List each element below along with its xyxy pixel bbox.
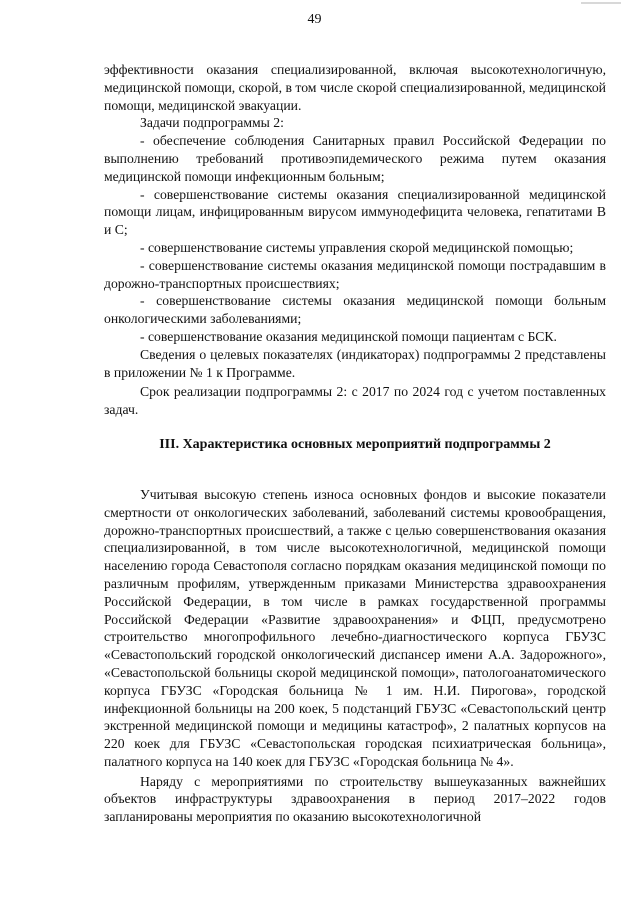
body-paragraph: Наряду с мероприятиями по строительству вышеуказанных важнейших объектов инфраструктуры здравоохранения в период 2017–2022 годов запланированы мероприятия по оказанию высокотехнологичной bbox=[104, 773, 606, 825]
task-item: - совершенствование системы оказания медицинской помощи пострадавшим в дорожно-транспортных происшествиях; bbox=[104, 257, 606, 291]
task-item: - совершенствование системы оказания специализированной медицинской помощи лицам, инфицированным вирусом иммунодефицита человека, гепатитами В и С; bbox=[104, 186, 606, 238]
body-paragraph: Учитывая высокую степень износа основных фондов и высокие показатели смертности от онкологических заболеваний, заболеваний системы кровообращения, дорожно-транспортных происшествий, а также с целью совершенствования оказания специализированной, в том числе высокотехнологичной, медицинской помощи населению города Севастополя согласно порядкам оказания медицинской помощи по различным профилям, утвержденным приказами Министерства здравоохранения Российской Федерации, в том числе в рамках государственной программы Российской Федерации «Развитие здравоохранения» и ФЦП, предусмотрено строительство многопрофильного лечебно-диагностического корпуса ГБУЗС «Севастопольский городской онкологический диспансер имени А.А. Задорожного», «Севастопольской больницы скорой медицинской помощи», патологоанатомического корпуса ГБУЗС «Городская больница № 1 им. Н.И. Пирогова», городской инфекционной больницы на 200 коек, 5 подстанций ГБУЗС «Севастопольский центр экстренной медицинской помощи и медицины катастроф», 2 палатных корпусов на 220 коек для ГБУЗС «Севастопольская городская психиатрическая больница», палатного корпуса на 140 коек для ГБУЗС «Городская больница № 4». bbox=[104, 486, 606, 769]
task-item: - совершенствование оказания медицинской помощи пациентам с БСК. bbox=[140, 328, 557, 344]
tasks-intro: Задачи подпрограммы 2: bbox=[140, 115, 284, 131]
task-item: - обеспечение соблюдения Санитарных правил Российской Федерации по выполнению требований противоэпидемического режима путем оказания медицинской помощи инфекционным больным; bbox=[104, 133, 606, 184]
indicators-paragraph: Сведения о целевых показателях (индикаторах) подпрограммы 2 представлены в приложении № 1 к Программе. bbox=[104, 346, 606, 380]
document-body bbox=[104, 61, 606, 826]
paragraph-continuation: эффективности оказания специализированной, включая высокотехнологичную, медицинской помощи, скорой, в том числе скорой специализированной, медицинской помощи, медицинской эвакуации. bbox=[104, 62, 606, 113]
scan-artifact bbox=[581, 2, 621, 4]
term-paragraph: Срок реализации подпрограммы 2: с 2017 по 2024 год с учетом поставленных задач. bbox=[104, 384, 606, 418]
task-item: - совершенствование системы управления скорой медицинской помощью; bbox=[140, 239, 574, 255]
section-heading: III. Характеристика основных мероприятий подпрограммы 2 bbox=[159, 436, 551, 452]
page-number: 49 bbox=[307, 12, 322, 27]
task-item: - совершенствование системы оказания медицинской помощи больным онкологическими заболеваниями; bbox=[104, 293, 606, 327]
